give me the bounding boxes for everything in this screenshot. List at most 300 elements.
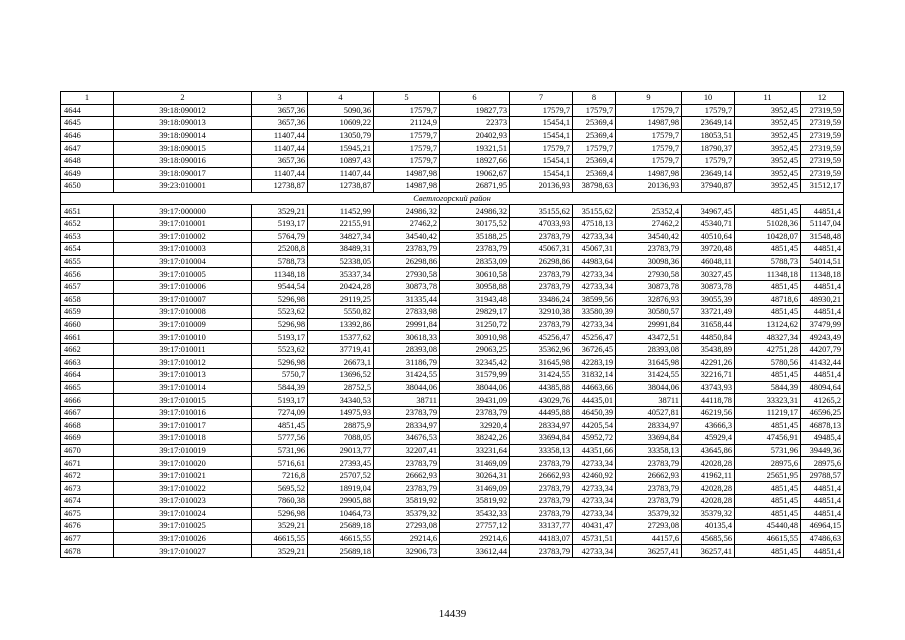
table-cell: 23783,79 bbox=[374, 457, 440, 470]
table-cell: 44851,4 bbox=[801, 495, 844, 508]
table-cell: 27930,58 bbox=[374, 268, 440, 281]
table-row bbox=[61, 406, 844, 419]
table-cell: 6 bbox=[440, 92, 510, 105]
table-cell: 26871,95 bbox=[440, 180, 510, 193]
table-cell: 39:17:010012 bbox=[114, 356, 252, 369]
table-cell: 39:17:010020 bbox=[114, 457, 252, 470]
table-cell: 38711 bbox=[616, 394, 682, 407]
table-cell: 40527,81 bbox=[616, 406, 682, 419]
table-row bbox=[61, 104, 844, 117]
table-cell: 23783,79 bbox=[510, 268, 573, 281]
table-cell: 45929,4 bbox=[682, 432, 735, 445]
table-cell: 11407,44 bbox=[252, 167, 308, 180]
table-row bbox=[61, 154, 844, 167]
table-cell: 10 bbox=[682, 92, 735, 105]
table-cell: 28393,08 bbox=[616, 343, 682, 356]
table-cell: 4851,45 bbox=[735, 205, 801, 218]
table-cell: 23783,79 bbox=[616, 495, 682, 508]
table-cell: 27293,08 bbox=[616, 520, 682, 533]
table-cell: 23783,79 bbox=[616, 457, 682, 470]
table-cell: 34676,53 bbox=[374, 432, 440, 445]
table-cell: 4658 bbox=[61, 293, 114, 306]
table-cell: 39:17:010015 bbox=[114, 394, 252, 407]
region-label: Светлогорский район bbox=[61, 192, 844, 205]
table-cell: 39:17:010027 bbox=[114, 545, 252, 558]
table-cell: 26673,1 bbox=[308, 356, 374, 369]
table-cell: 23783,79 bbox=[616, 243, 682, 256]
table-row bbox=[61, 117, 844, 130]
table-cell: 42291,26 bbox=[682, 356, 735, 369]
table-cell: 4669 bbox=[61, 432, 114, 445]
table-cell: 35432,33 bbox=[440, 507, 510, 520]
table-cell: 39:17:010014 bbox=[114, 381, 252, 394]
table-cell: 23649,14 bbox=[682, 167, 735, 180]
table-cell: 5090,36 bbox=[308, 104, 374, 117]
table-cell: 4851,45 bbox=[735, 369, 801, 382]
table-cell: 31645,98 bbox=[616, 356, 682, 369]
table-cell: 24986,32 bbox=[374, 205, 440, 218]
table-cell: 45440,48 bbox=[735, 520, 801, 533]
table-cell: 23783,79 bbox=[374, 482, 440, 495]
table-cell: 45256,47 bbox=[510, 331, 573, 344]
table-cell: 26298,86 bbox=[374, 255, 440, 268]
table-cell: 48718,6 bbox=[735, 293, 801, 306]
table-cell: 44851,4 bbox=[801, 243, 844, 256]
table-cell: 17579,7 bbox=[616, 104, 682, 117]
table-cell: 42733,34 bbox=[573, 280, 616, 293]
table-cell: 45731,51 bbox=[573, 532, 616, 545]
table-cell: 28334,97 bbox=[374, 419, 440, 432]
table-cell: 33612,44 bbox=[440, 545, 510, 558]
table-cell: 5695,52 bbox=[252, 482, 308, 495]
table-cell: 4671 bbox=[61, 457, 114, 470]
table-cell: 17579,7 bbox=[573, 142, 616, 155]
table-cell: 19827,73 bbox=[440, 104, 510, 117]
table-cell: 27462,2 bbox=[616, 217, 682, 230]
table-cell: 4647 bbox=[61, 142, 114, 155]
table-cell: 20402,93 bbox=[440, 129, 510, 142]
table-cell: 11 bbox=[735, 92, 801, 105]
table-cell: 39:17:010016 bbox=[114, 406, 252, 419]
table-cell: 40510,64 bbox=[682, 230, 735, 243]
table-cell: 46615,55 bbox=[735, 532, 801, 545]
table-cell: 37479,99 bbox=[801, 318, 844, 331]
table-row bbox=[61, 205, 844, 218]
table-cell: 40431,47 bbox=[573, 520, 616, 533]
table-cell: 5777,56 bbox=[252, 432, 308, 445]
table-cell: 39:17:010021 bbox=[114, 469, 252, 482]
table-cell: 11407,44 bbox=[252, 129, 308, 142]
table-cell: 39:18:090017 bbox=[114, 167, 252, 180]
table-cell: 33231,64 bbox=[440, 444, 510, 457]
table-cell: 20136,93 bbox=[510, 180, 573, 193]
table-cell: 33323,31 bbox=[735, 394, 801, 407]
table-cell: 44663,66 bbox=[573, 381, 616, 394]
table-cell: 28334,97 bbox=[616, 419, 682, 432]
table-cell: 23783,79 bbox=[440, 243, 510, 256]
table-cell: 1 bbox=[61, 92, 114, 105]
table-cell: 5296,98 bbox=[252, 293, 308, 306]
table-cell: 28875,9 bbox=[308, 419, 374, 432]
table-cell: 4659 bbox=[61, 306, 114, 319]
table-cell: 5844,39 bbox=[252, 381, 308, 394]
table-cell: 4665 bbox=[61, 381, 114, 394]
table-cell: 23783,79 bbox=[510, 280, 573, 293]
table-cell: 30873,78 bbox=[616, 280, 682, 293]
table-cell: 36257,41 bbox=[682, 545, 735, 558]
table-cell: 4644 bbox=[61, 104, 114, 117]
table-cell: 39:18:090013 bbox=[114, 117, 252, 130]
table-cell: 39:18:090012 bbox=[114, 104, 252, 117]
table-cell: 17579,7 bbox=[374, 129, 440, 142]
table-cell: 38711 bbox=[374, 394, 440, 407]
table-cell: 21124,9 bbox=[374, 117, 440, 130]
table-cell: 31335,44 bbox=[374, 293, 440, 306]
table-cell: 23783,79 bbox=[510, 495, 573, 508]
table-cell: 8 bbox=[573, 92, 616, 105]
table-cell: 5193,17 bbox=[252, 217, 308, 230]
table-cell: 25689,18 bbox=[308, 545, 374, 558]
table-cell: 39:17:010022 bbox=[114, 482, 252, 495]
table-cell: 39:17:010023 bbox=[114, 495, 252, 508]
table-cell: 31658,44 bbox=[682, 318, 735, 331]
table-cell: 34540,42 bbox=[374, 230, 440, 243]
table-cell: 25689,18 bbox=[308, 520, 374, 533]
table-cell: 43029,76 bbox=[510, 394, 573, 407]
table-cell: 47033,93 bbox=[510, 217, 573, 230]
table-cell: 42733,34 bbox=[573, 318, 616, 331]
table-cell: 15454,1 bbox=[510, 129, 573, 142]
table-cell: 31424,55 bbox=[374, 369, 440, 382]
table-cell: 17579,7 bbox=[510, 104, 573, 117]
table-cell: 44183,07 bbox=[510, 532, 573, 545]
table-cell: 5844,39 bbox=[735, 381, 801, 394]
table-cell: 36726,45 bbox=[573, 343, 616, 356]
table-cell: 11407,44 bbox=[252, 142, 308, 155]
table-cell: 35188,25 bbox=[440, 230, 510, 243]
table-cell: 29119,25 bbox=[308, 293, 374, 306]
table-cell: 18053,51 bbox=[682, 129, 735, 142]
table-cell: 39:17:010018 bbox=[114, 432, 252, 445]
table-cell: 24986,32 bbox=[440, 205, 510, 218]
table-cell: 12738,87 bbox=[252, 180, 308, 193]
table-cell: 44205,54 bbox=[573, 419, 616, 432]
table-cell: 44351,66 bbox=[573, 444, 616, 457]
table-cell: 25707,52 bbox=[308, 469, 374, 482]
table-cell: 12738,87 bbox=[308, 180, 374, 193]
table-cell: 30873,78 bbox=[374, 280, 440, 293]
table-cell: 36257,41 bbox=[616, 545, 682, 558]
table-cell: 44851,4 bbox=[801, 280, 844, 293]
table-cell: 35379,32 bbox=[682, 507, 735, 520]
table-cell: 41432,44 bbox=[801, 356, 844, 369]
table-cell: 32920,4 bbox=[440, 419, 510, 432]
table-cell: 46596,25 bbox=[801, 406, 844, 419]
table-cell: 11219,17 bbox=[735, 406, 801, 419]
table-cell: 39:17:010006 bbox=[114, 280, 252, 293]
table-cell: 42028,28 bbox=[682, 482, 735, 495]
table-row bbox=[61, 444, 844, 457]
table-cell: 32216,71 bbox=[682, 369, 735, 382]
table-cell: 39:18:090014 bbox=[114, 129, 252, 142]
table-cell: 27462,2 bbox=[374, 217, 440, 230]
table-cell: 43645,86 bbox=[682, 444, 735, 457]
table-cell: 43743,93 bbox=[682, 381, 735, 394]
table-cell: 3952,45 bbox=[735, 180, 801, 193]
table-cell: 4672 bbox=[61, 469, 114, 482]
table-cell: 39055,39 bbox=[682, 293, 735, 306]
table-cell: 45067,31 bbox=[510, 243, 573, 256]
table-cell: 33137,77 bbox=[510, 520, 573, 533]
table-cell: 18919,04 bbox=[308, 482, 374, 495]
table-cell: 42460,92 bbox=[573, 469, 616, 482]
table-cell: 26662,93 bbox=[616, 469, 682, 482]
table-cell: 37940,87 bbox=[682, 180, 735, 193]
table-cell: 12 bbox=[801, 92, 844, 105]
table-cell: 5523,62 bbox=[252, 306, 308, 319]
table-cell: 29063,25 bbox=[440, 343, 510, 356]
table-row bbox=[61, 381, 844, 394]
table-cell: 4656 bbox=[61, 268, 114, 281]
table-cell: 44207,79 bbox=[801, 343, 844, 356]
table-row bbox=[61, 520, 844, 533]
table-cell: 25369,4 bbox=[573, 129, 616, 142]
table-cell: 30910,98 bbox=[440, 331, 510, 344]
table-cell: 13696,52 bbox=[308, 369, 374, 382]
table-cell: 29991,84 bbox=[374, 318, 440, 331]
table-cell: 3952,45 bbox=[735, 104, 801, 117]
table-cell: 23783,79 bbox=[510, 482, 573, 495]
table-cell: 32207,41 bbox=[374, 444, 440, 457]
table-cell: 42733,34 bbox=[573, 507, 616, 520]
table-row bbox=[61, 142, 844, 155]
table-cell: 4666 bbox=[61, 394, 114, 407]
table-cell: 25369,4 bbox=[573, 167, 616, 180]
table-cell: 43666,3 bbox=[682, 419, 735, 432]
table-cell: 39:17:010001 bbox=[114, 217, 252, 230]
table-cell: 39:17:010019 bbox=[114, 444, 252, 457]
table-cell: 31832,14 bbox=[573, 369, 616, 382]
table-cell: 14987,98 bbox=[374, 180, 440, 193]
table-cell: 28393,08 bbox=[374, 343, 440, 356]
region-row bbox=[61, 192, 844, 205]
table-cell: 39:17:010007 bbox=[114, 293, 252, 306]
table-row bbox=[61, 230, 844, 243]
table-cell: 35819,92 bbox=[440, 495, 510, 508]
table-row bbox=[61, 167, 844, 180]
table-cell: 17579,7 bbox=[616, 129, 682, 142]
table-cell: 41265,2 bbox=[801, 394, 844, 407]
table-cell: 7 bbox=[510, 92, 573, 105]
table-cell: 4660 bbox=[61, 318, 114, 331]
table-cell: 35379,32 bbox=[374, 507, 440, 520]
table-cell: 31943,48 bbox=[440, 293, 510, 306]
table-cell: 45067,31 bbox=[573, 243, 616, 256]
table-cell: 39431,09 bbox=[440, 394, 510, 407]
table-cell: 46964,15 bbox=[801, 520, 844, 533]
table-cell: 42733,34 bbox=[573, 482, 616, 495]
table-cell: 4653 bbox=[61, 230, 114, 243]
table-cell: 47518,13 bbox=[573, 217, 616, 230]
table-cell: 25369,4 bbox=[573, 117, 616, 130]
table-cell: 4652 bbox=[61, 217, 114, 230]
table-cell: 4851,45 bbox=[735, 482, 801, 495]
table-cell: 42733,34 bbox=[573, 230, 616, 243]
table-cell: 45256,47 bbox=[573, 331, 616, 344]
table-row bbox=[61, 532, 844, 545]
table-cell: 3657,36 bbox=[252, 154, 308, 167]
table-cell: 39:17:010010 bbox=[114, 331, 252, 344]
table-cell: 30175,52 bbox=[440, 217, 510, 230]
table-cell: 15454,1 bbox=[510, 117, 573, 130]
table-cell: 38044,06 bbox=[616, 381, 682, 394]
table-cell: 45685,56 bbox=[682, 532, 735, 545]
table-cell: 44157,6 bbox=[616, 532, 682, 545]
table-cell: 14987,98 bbox=[374, 167, 440, 180]
table-cell: 3657,36 bbox=[252, 117, 308, 130]
table-cell: 4 bbox=[308, 92, 374, 105]
table-row bbox=[61, 356, 844, 369]
table-cell: 46615,55 bbox=[308, 532, 374, 545]
table-cell: 4851,45 bbox=[735, 243, 801, 256]
table-cell: 17579,7 bbox=[573, 104, 616, 117]
table-cell: 5523,62 bbox=[252, 343, 308, 356]
table-cell: 10609,22 bbox=[308, 117, 374, 130]
table-cell: 39449,36 bbox=[801, 444, 844, 457]
table-cell: 30580,57 bbox=[616, 306, 682, 319]
table-cell: 10897,43 bbox=[308, 154, 374, 167]
table-row bbox=[61, 331, 844, 344]
table-cell: 31424,55 bbox=[616, 369, 682, 382]
table-cell: 3952,45 bbox=[735, 142, 801, 155]
table-cell: 10428,07 bbox=[735, 230, 801, 243]
table-cell: 35379,32 bbox=[616, 507, 682, 520]
table-cell: 4662 bbox=[61, 343, 114, 356]
table-cell: 17579,7 bbox=[374, 104, 440, 117]
table-cell: 25651,95 bbox=[735, 469, 801, 482]
table-cell: 44983,64 bbox=[573, 255, 616, 268]
table-cell: 29214,6 bbox=[374, 532, 440, 545]
table-cell: 51147,04 bbox=[801, 217, 844, 230]
table-cell: 39:17:010011 bbox=[114, 343, 252, 356]
table-cell: 31186,79 bbox=[374, 356, 440, 369]
table-cell: 5731,96 bbox=[735, 444, 801, 457]
table-cell: 25352,4 bbox=[616, 205, 682, 218]
table-cell: 48094,64 bbox=[801, 381, 844, 394]
table-cell: 5 bbox=[374, 92, 440, 105]
table-cell: 4650 bbox=[61, 180, 114, 193]
table-cell: 5296,98 bbox=[252, 507, 308, 520]
table-cell: 26662,93 bbox=[510, 469, 573, 482]
table-cell: 38599,56 bbox=[573, 293, 616, 306]
table-cell: 29829,17 bbox=[440, 306, 510, 319]
table-cell: 30873,78 bbox=[682, 280, 735, 293]
table-cell: 10464,73 bbox=[308, 507, 374, 520]
table-cell: 34967,45 bbox=[682, 205, 735, 218]
table-cell: 39:17:010013 bbox=[114, 369, 252, 382]
table-cell: 27833,98 bbox=[374, 306, 440, 319]
table-cell: 44495,88 bbox=[510, 406, 573, 419]
table-cell: 25208,8 bbox=[252, 243, 308, 256]
table-cell: 38044,06 bbox=[374, 381, 440, 394]
table-cell: 44851,4 bbox=[801, 507, 844, 520]
table-cell: 44851,4 bbox=[801, 306, 844, 319]
table-cell: 23649,14 bbox=[682, 117, 735, 130]
table-cell: 7216,8 bbox=[252, 469, 308, 482]
table-cell: 33358,13 bbox=[616, 444, 682, 457]
table-cell: 14987,98 bbox=[616, 117, 682, 130]
table-row bbox=[61, 369, 844, 382]
table-cell: 3952,45 bbox=[735, 167, 801, 180]
table-cell: 23783,79 bbox=[374, 406, 440, 419]
table-cell: 34340,53 bbox=[308, 394, 374, 407]
table-cell: 30610,58 bbox=[440, 268, 510, 281]
table-cell: 4661 bbox=[61, 331, 114, 344]
table-cell: 3952,45 bbox=[735, 117, 801, 130]
table-cell: 39:17:010002 bbox=[114, 230, 252, 243]
table-cell: 5750,7 bbox=[252, 369, 308, 382]
table-cell: 29991,84 bbox=[616, 318, 682, 331]
table-cell: 34827,34 bbox=[308, 230, 374, 243]
table-row bbox=[61, 217, 844, 230]
table-cell: 27319,59 bbox=[801, 154, 844, 167]
table-cell: 42733,34 bbox=[573, 457, 616, 470]
table-cell: 9 bbox=[616, 92, 682, 105]
table-row bbox=[61, 495, 844, 508]
table-cell: 35438,89 bbox=[682, 343, 735, 356]
table-row bbox=[61, 306, 844, 319]
table-cell: 5296,98 bbox=[252, 356, 308, 369]
table-cell: 7274,09 bbox=[252, 406, 308, 419]
table-cell: 32906,73 bbox=[374, 545, 440, 558]
table-cell: 31548,48 bbox=[801, 230, 844, 243]
table-cell: 4654 bbox=[61, 243, 114, 256]
table-cell: 7088,05 bbox=[308, 432, 374, 445]
table-cell: 30264,31 bbox=[440, 469, 510, 482]
table-cell: 20136,93 bbox=[616, 180, 682, 193]
table-cell: 11452,99 bbox=[308, 205, 374, 218]
table-cell: 47456,91 bbox=[735, 432, 801, 445]
table-cell: 31512,17 bbox=[801, 180, 844, 193]
table-cell: 44435,01 bbox=[573, 394, 616, 407]
table-cell: 17579,7 bbox=[616, 142, 682, 155]
table-cell: 27293,08 bbox=[374, 520, 440, 533]
table-cell: 13050,79 bbox=[308, 129, 374, 142]
table-cell: 3529,21 bbox=[252, 520, 308, 533]
table-cell: 33694,84 bbox=[616, 432, 682, 445]
table-cell: 42733,34 bbox=[573, 495, 616, 508]
table-cell: 46450,39 bbox=[573, 406, 616, 419]
table-cell: 14975,93 bbox=[308, 406, 374, 419]
table-row bbox=[61, 394, 844, 407]
table-cell: 27319,59 bbox=[801, 104, 844, 117]
table-cell: 15454,1 bbox=[510, 154, 573, 167]
table-cell: 4673 bbox=[61, 482, 114, 495]
table-cell: 35819,92 bbox=[374, 495, 440, 508]
table-cell: 4678 bbox=[61, 545, 114, 558]
table-cell: 40135,4 bbox=[682, 520, 735, 533]
table-cell: 4648 bbox=[61, 154, 114, 167]
table-row bbox=[61, 180, 844, 193]
table-cell: 38489,31 bbox=[308, 243, 374, 256]
table-cell: 4676 bbox=[61, 520, 114, 533]
table-header-row bbox=[61, 92, 844, 105]
table-cell: 38798,63 bbox=[573, 180, 616, 193]
table-cell: 3529,21 bbox=[252, 205, 308, 218]
table-cell: 31424,55 bbox=[510, 369, 573, 382]
table-cell: 4851,45 bbox=[735, 495, 801, 508]
table-cell: 11348,18 bbox=[801, 268, 844, 281]
